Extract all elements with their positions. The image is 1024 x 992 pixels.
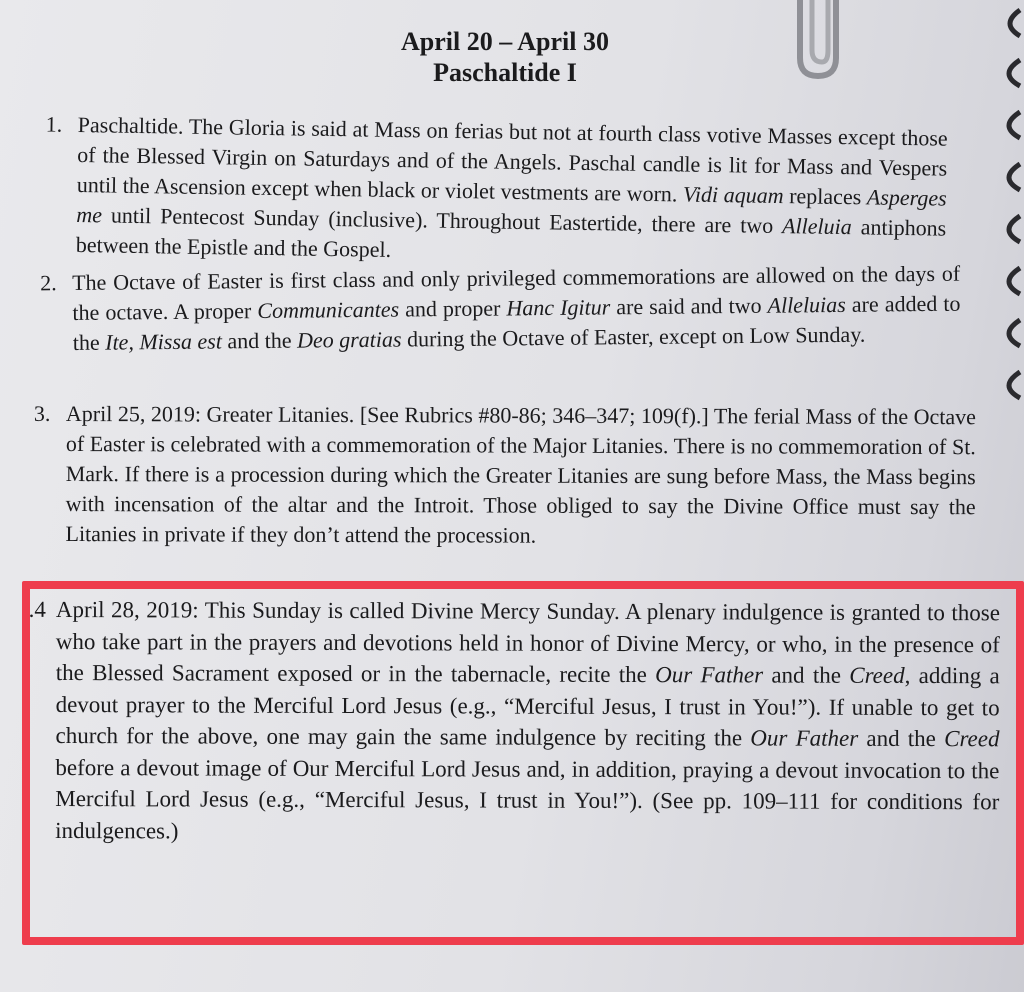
item-text: April 28, 2019: This Sunday is called Divine Mercy Sunday. A plenary indulgence is granted to those who take part in the prayers and devotions held in honor of Divine Mercy, or who, in the presence of the Blessed Sacrament exposed or in the tabernacle, recite the Our Father and the Creed, adding a devout prayer to the Merciful Lord Jesus (e.g., “Merciful Jesus, I trust in You!”). If unable to get to church for the above, one may gain the same indulgence by reciting the Our Father and the Creed before a devout image of Our Merciful Lord Jesus and, in addition, praying a devout invocation to the Merciful Lord Jesus (e.g., “Merciful Jesus, I trust in You!”). (See pp. 109–111 for conditions for indulgences.) <box>55 597 1000 843</box>
item-text: The Octave of Easter is first class and only privileged commemorations are allowed on the days of the octave. A proper Communicantes and proper Hanc Igitur are said and two Alleluias are added to the Ite, Missa est and the Deo gratias during the Octave of Easter, except on Low Sunday. <box>72 260 961 355</box>
list-item <box>45 110 948 274</box>
highlighted-list-item <box>28 594 1000 849</box>
date-range-title: April 20 – April 30 <box>400 27 609 56</box>
item-number: 3. <box>33 400 51 426</box>
item-text: April 25, 2019: Greater Litanies. [See Rubrics #80-86; 346–347; 109(f).] The ferial Mass of the Octave of Easter is celebrated with a commemoration of the Major Litanies. There is no commemoration of St. Mark. If there is a procession during which the Greater Litanies are sung before Mass, the Mass begins with incensation of the altar and the Introit. Those obliged to say the Divine Office must say the Litanies in private if they don’t attend the procession. <box>65 401 976 548</box>
item-number: 2. <box>40 270 57 296</box>
item-text: Paschaltide. The Gloria is said at Mass on ferias but not at fourth class votive Masses except those of the Blessed Virgin on Saturdays and of the Angels. Paschal candle is lit for Mass and Vespers until the Ascension except when black or violet vestments are worn. Vidi aquam replaces Asperges me until Pentecost Sunday (inclusive). Throughout Eastertide, there are two Alleluia antiphons between the Epistle and the Gospel. <box>75 111 948 262</box>
season-title: Paschaltide I <box>433 58 577 87</box>
list-item <box>40 259 961 358</box>
item-number: 1. <box>45 111 63 137</box>
page-heading <box>0 26 1010 88</box>
item-number: 4. <box>28 596 46 622</box>
list-item <box>33 399 976 552</box>
